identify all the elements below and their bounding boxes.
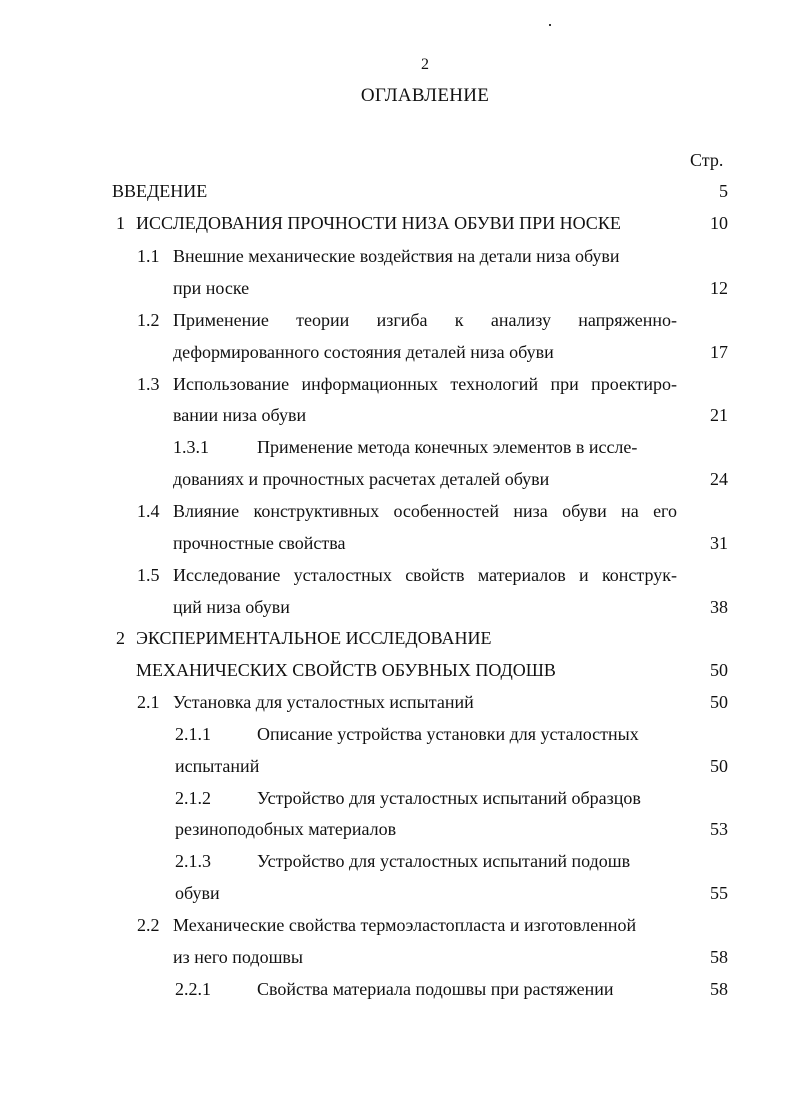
scan-speck: [549, 24, 551, 26]
toc-entry-text: Применение метода конечных элементов в иссле-: [257, 437, 638, 457]
toc-entry-text: Влияние конструктивных особенностей низа обуви на его: [173, 501, 677, 521]
toc-entry-page: 10: [710, 213, 728, 233]
toc-entry-page: 21: [710, 405, 728, 425]
toc-entry-text: Внешние механические воздействия на детали низа обуви: [173, 246, 620, 266]
toc-entry-page: 38: [710, 597, 728, 617]
toc-entry-number: 2: [116, 628, 125, 648]
toc-entry-number: 2.2: [137, 915, 160, 935]
toc-entry-page: 58: [710, 979, 728, 999]
toc-entry-continuation: вании низа обуви: [173, 405, 307, 425]
toc-entry-text: Механические свойства термоэластопласта и изготовленной: [173, 915, 637, 935]
toc-entry-page: 5: [719, 181, 728, 201]
toc-entry-page: 53: [710, 819, 728, 839]
toc-entry-text: Установка для усталостных испытаний: [173, 692, 474, 712]
toc-entry-page: 31: [710, 533, 728, 553]
page-number: 2: [421, 56, 429, 73]
toc-entry-page: 17: [710, 342, 728, 362]
toc-entry-continuation: резиноподобных материалов: [175, 819, 397, 839]
toc-entry-number: 1: [116, 213, 125, 233]
toc-entry-text: Устройство для усталостных испытаний подошв: [257, 851, 631, 871]
toc-entry-text: Применение теории изгиба к анализу напряженно-: [173, 310, 677, 330]
toc-entry-page: 12: [710, 278, 728, 298]
toc-entry-continuation: прочностные свойства: [173, 533, 346, 553]
toc-entry-text: Использование информационных технологий при проектиро-: [173, 374, 677, 394]
toc-entry-number: 2.1.2: [175, 788, 211, 808]
toc-entry-text: ВВЕДЕНИЕ: [112, 181, 208, 201]
toc-entry-number: 1.2: [137, 310, 160, 330]
toc-entry-continuation: обуви: [175, 883, 220, 903]
toc-entry-page: 50: [710, 756, 728, 776]
toc-entry-page: 55: [710, 883, 728, 903]
toc-entry-continuation: ций низа обуви: [173, 597, 290, 617]
toc-entry-continuation: деформированного состояния деталей низа обуви: [173, 342, 554, 362]
page-column-label: Стр.: [690, 150, 724, 170]
toc-entry-number: 1.5: [137, 565, 160, 585]
toc-entry-text: Устройство для усталостных испытаний образцов: [257, 788, 641, 808]
toc-entry-number: 1.3: [137, 374, 160, 394]
toc-entry-continuation: из него подошвы: [173, 947, 304, 967]
toc-entry-number: 2.2.1: [175, 979, 211, 999]
toc-entry-continuation: дованиях и прочностных расчетах деталей обуви: [173, 469, 550, 489]
page-title: ОГЛАВЛЕНИЕ: [360, 85, 490, 106]
toc-entry-continuation: при носке: [173, 278, 250, 298]
toc-entry-text: Исследование усталостных свойств материалов и конструк-: [173, 565, 677, 585]
toc-entry-page: 50: [710, 660, 728, 680]
toc-entry-text: Свойства материала подошвы при растяжении: [257, 979, 614, 999]
toc-entry-text: ЭКСПЕРИМЕНТАЛЬНОЕ ИССЛЕДОВАНИЕ: [136, 628, 492, 648]
toc-entry-number: 2.1: [137, 692, 160, 712]
toc-entry-continuation: МЕХАНИЧЕСКИХ СВОЙСТВ ОБУВНЫХ ПОДОШВ: [136, 660, 556, 680]
toc-entry-number: 1.3.1: [173, 437, 209, 457]
toc-entry-page: 24: [710, 469, 728, 489]
toc-entry-number: 1.1: [137, 246, 160, 266]
toc-entry-number: 1.4: [137, 501, 160, 521]
toc-entry-text: Описание устройства установки для усталостных: [257, 724, 639, 744]
toc-entry-number: 2.1.1: [175, 724, 211, 744]
toc-entry-number: 2.1.3: [175, 851, 211, 871]
toc-entry-continuation: испытаний: [175, 756, 260, 776]
toc-entry-text: ИССЛЕДОВАНИЯ ПРОЧНОСТИ НИЗА ОБУВИ ПРИ НОСКЕ: [136, 213, 621, 233]
toc-entry-page: 50: [710, 692, 728, 712]
toc-entry-page: 58: [710, 947, 728, 967]
